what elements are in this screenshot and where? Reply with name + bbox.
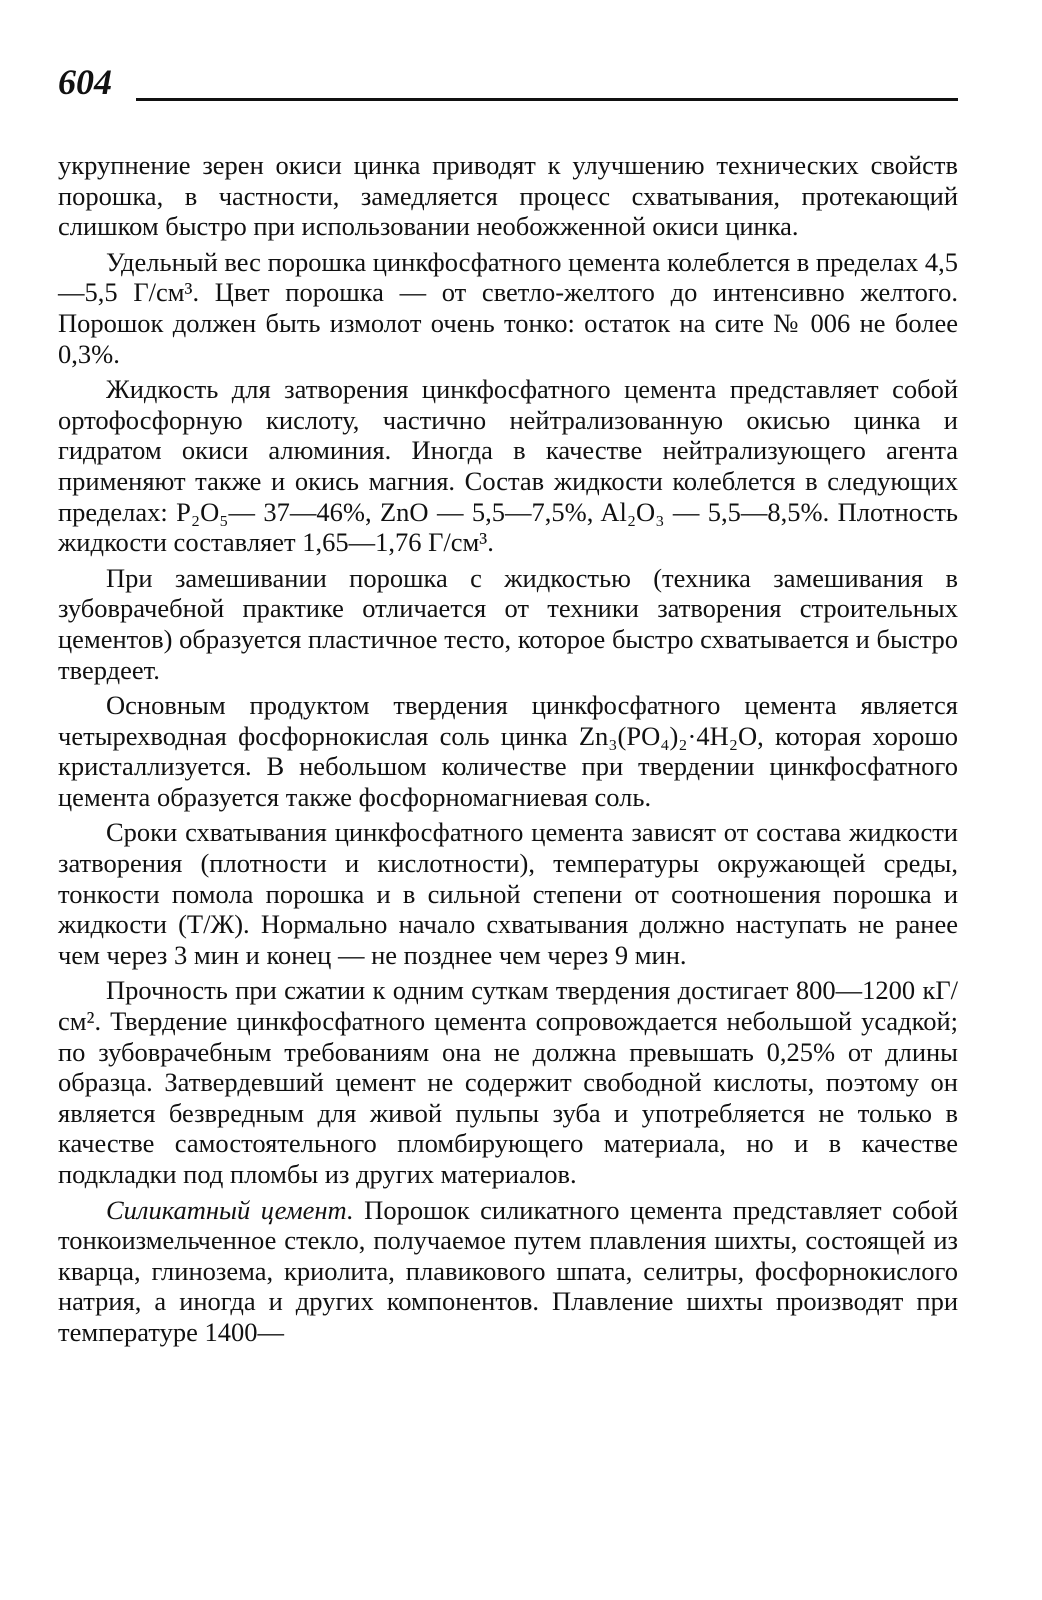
section-term: Силикатный цемент. — [106, 1194, 354, 1225]
page-number: 604 — [58, 62, 112, 102]
paragraph-7: Прочность при сжатии к одним суткам твердения достигает 800—1200 кГ/см². Твердение цинкфосфатного цемента сопровождается небольшой усадкой; по зубоврачебным требованиям она не должна превышать 0,25% от длины образца. Затвердевший цемент не содержит свободной кислоты, поэтому он является безвредным для живой пульпы зуба и употребляется не только в качестве самостоятельного пломбирующего материала, но и в качестве подкладки под пломбы из других материалов. — [58, 975, 958, 1189]
header-rule — [136, 98, 958, 101]
paragraph-4: При замешивании порошка с жидкостью (техника замешивания в зубоврачебной практике отличается от техники затворения строительных цементов) образуется пластичное тесто, которое быстро схватывается и быстро твердеет. — [58, 562, 958, 685]
paragraph-1: укрупнение зерен окиси цинка приводят к улучшению технических свойств порошка, в частности, замедляется процесс схватывания, протекающий слишком быстро при использовании необожженной окиси цинка. — [58, 150, 958, 242]
paragraph-6: Сроки схватывания цинкфосфатного цемента зависят от состава жидкости затворения (плотности и кислотности), температуры окружающей среды, тонкости помола порошка и в сильной степени от соотношения порошка и жидкости (Т/Ж). Нормально начало схватывания должно наступать не ранее чем через 3 мин и конец — не позднее чем через 9 мин. — [58, 817, 958, 970]
body-text — [58, 150, 958, 1353]
paragraph-8: Силикатный цемент. Порошок силикатного цемента представляет собой тонкоизмельченное стекло, получаемое путем плавления шихты, состоящей из кварца, глинозема, криолита, плавикового шпата, селитры, фосфорнокислого натрия, а иногда и других компонентов. Плавление шихты производят при температуре 1400— — [58, 1194, 958, 1347]
page-header — [58, 62, 958, 108]
paragraph-3: Жидкость для затворения цинкфосфатного цемента представляет собой ортофосфорную кислоту, частично нейтрализованную окисью цинка и гидратом окиси алюминия. Иногда в качестве нейтрализующего агента применяют также и окись магния. Состав жидкости колеблется в следующих пределах: P₂O₅— 37—46%, ZnO — 5,5—7,5%, Al₂O₃ — 5,5—8,5%. Плотность жидкости составляет 1,65—1,76 Г/см³. — [58, 374, 958, 558]
paragraph-2: Удельный вес порошка цинкфосфатного цемента колеблется в пределах 4,5—5,5 Г/см³. Цвет порошка — от светло-желтого до интенсивно желтого. Порошок должен быть измолот очень тонко: остаток на сите № 006 не более 0,3%. — [58, 246, 958, 369]
paragraph-5: Основным продуктом твердения цинкфосфатного цемента является четырехводная фосфорнокислая соль цинка Zn₃(PO₄)₂·4H₂O, которая хорошо кристаллизуется. В небольшом количестве при твердении цинкфосфатного цемента образуется также фосфорномагниевая соль. — [58, 690, 958, 812]
